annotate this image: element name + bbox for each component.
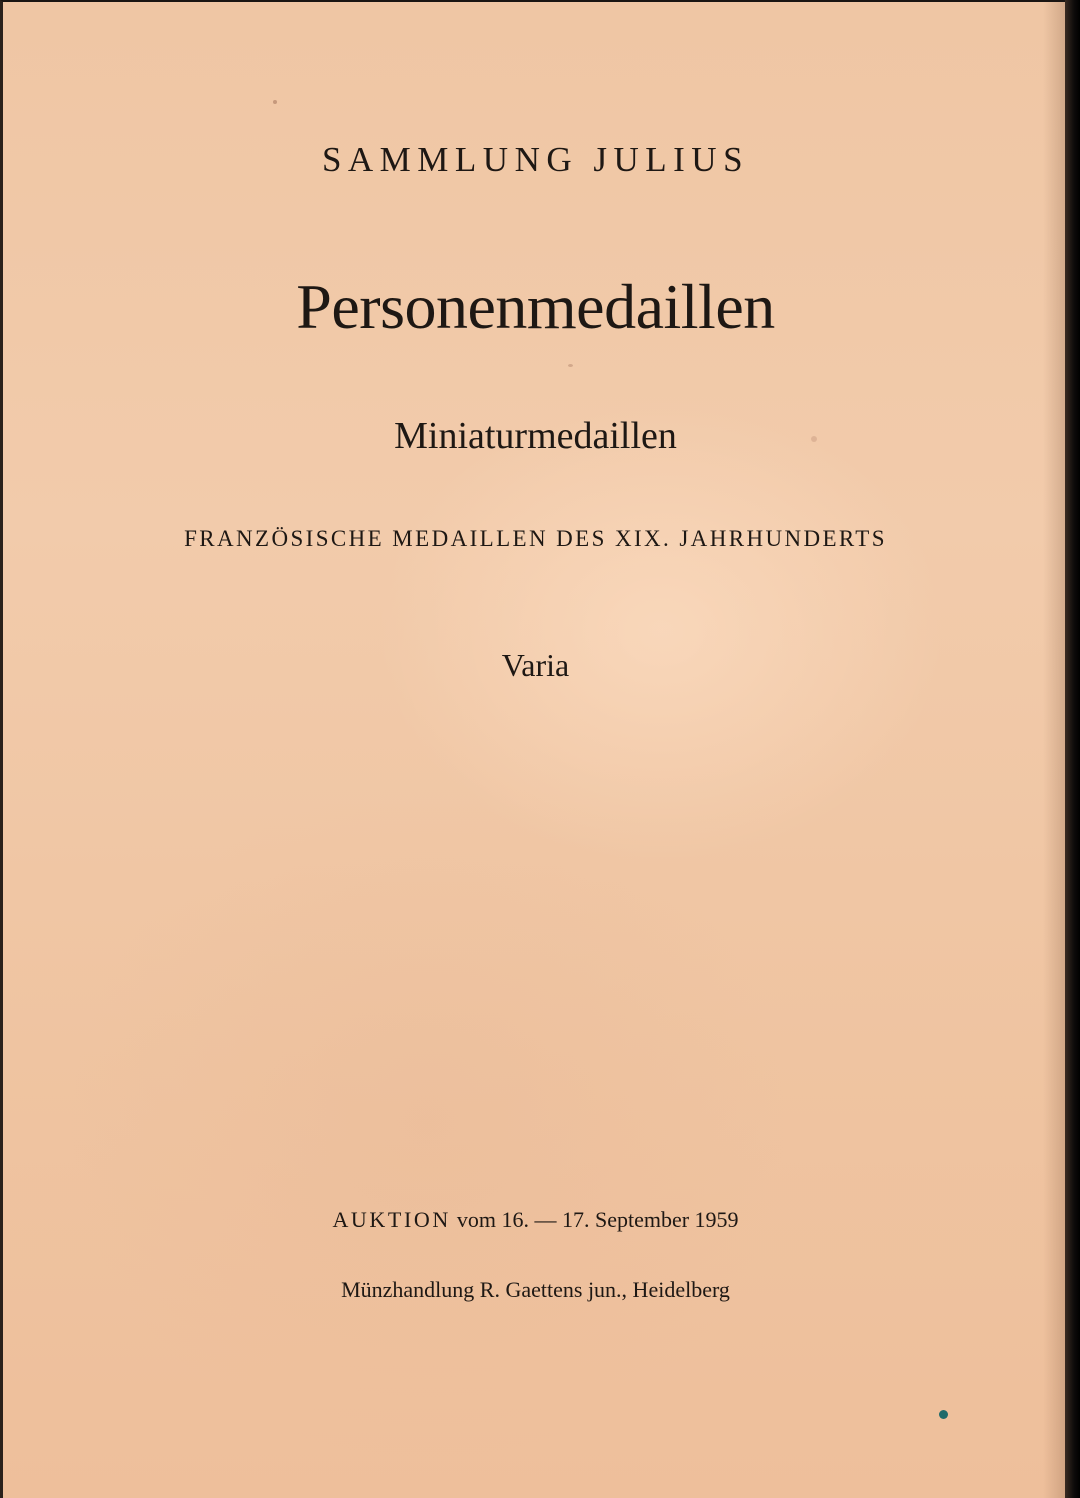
- auction-info: [3, 1207, 1068, 1233]
- paper-speck: [273, 100, 277, 104]
- catalog-title: Personenmedaillen: [296, 271, 775, 342]
- section-heading: FRANZÖSISCHE MEDAILLEN DES XIX. JAHRHUNDERTS: [184, 526, 887, 551]
- catalog-subtitle: Miniaturmedaillen: [394, 415, 677, 457]
- paper-speck: [568, 364, 573, 367]
- auction-dates: vom 16. — 17. September 1959: [456, 1207, 739, 1232]
- page-edge-shadow: [1043, 2, 1065, 1498]
- publisher-line: Münzhandlung R. Gaettens jun., Heidelberg: [341, 1277, 730, 1302]
- collection-name: SAMMLUNG JULIUS: [321, 140, 750, 179]
- cover-right-edge: [1065, 0, 1080, 1498]
- varia-heading: Varia: [501, 647, 570, 683]
- auction-label: AUKTION: [332, 1207, 451, 1232]
- paper-speck: [811, 436, 817, 442]
- paper-speck: [939, 1410, 948, 1419]
